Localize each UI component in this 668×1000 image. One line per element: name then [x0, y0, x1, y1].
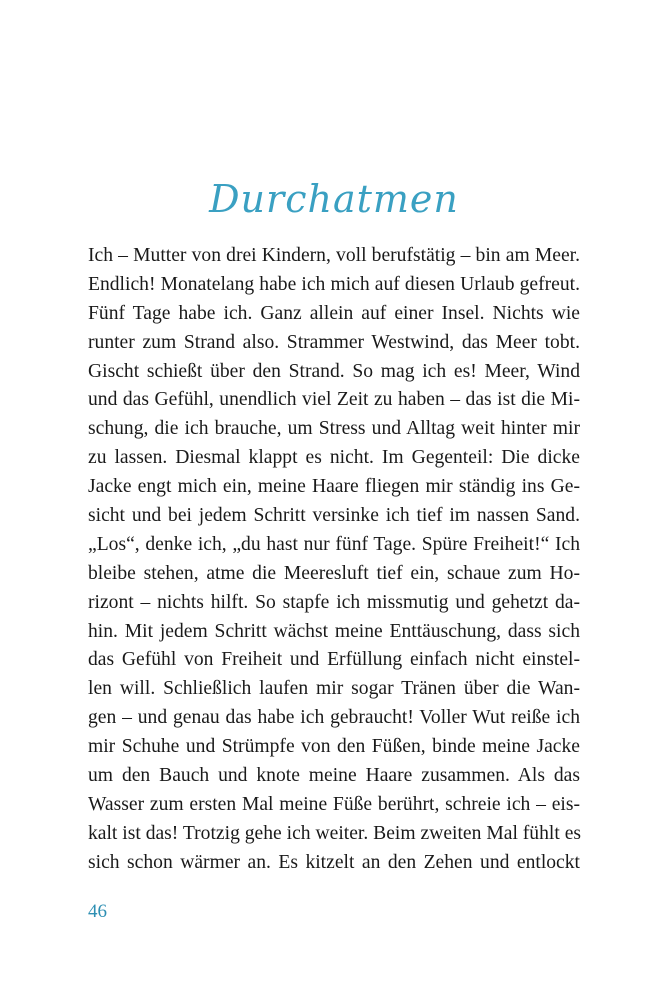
text-line: zu lassen. Diesmal klappt es nicht. Im Gegenteil: Die dicke [88, 447, 580, 469]
text-line: Fünf Tage habe ich. Ganz allein auf einer Insel. Nichts wie [88, 302, 580, 324]
text-line: „Los“, denke ich, „du hast nur fünf Tage. Spüre Freiheit!“ Ich [88, 533, 580, 555]
text-line: sich schon wärmer an. Es kitzelt an den Zehen und entlockt [88, 851, 580, 873]
text-line: das Gefühl von Freiheit und Erfüllung einfach nicht einstel- [88, 649, 580, 671]
body-text [88, 242, 580, 878]
text-line: schung, die ich brauche, um Stress und Alltag weit hinter mir [88, 418, 580, 440]
text-line: Jacke engt mich ein, meine Haare fliegen mir ständig ins Ge- [88, 476, 580, 498]
text-line: gen – und genau das habe ich gebraucht! Voller Wut reiße ich [88, 707, 580, 729]
text-line: len will. Schließlich laufen mir sogar Tränen über die Wan- [88, 678, 580, 700]
text-line: Ich – Mutter von drei Kindern, voll berufstätig – bin am Meer. [88, 245, 580, 266]
page-number: 46 [88, 901, 107, 922]
text-line: runter zum Strand also. Strammer Westwind, das Meer tobt. [88, 331, 580, 353]
text-line: und das Gefühl, unendlich viel Zeit zu haben – das ist die Mi- [88, 389, 580, 411]
text-line: kalt ist das! Trotzig gehe ich weiter. Beim zweiten Mal fühlt es [88, 822, 582, 844]
text-line: bleibe stehen, atme die Meeresluft tief ein, schaue zum Ho- [88, 562, 580, 584]
chapter-title-text: Durchatmen [209, 177, 459, 221]
text-line: Wasser zum ersten Mal meine Füße berührt, schreie ich – eis- [88, 793, 580, 815]
text-line: hin. Mit jedem Schritt wächst meine Enttäuschung, dass sich [88, 620, 580, 642]
text-line: Gischt schießt über den Strand. So mag ich es! Meer, Wind [88, 360, 580, 382]
text-line: um den Bauch und knote meine Haare zusammen. Als das [88, 765, 580, 787]
text-line: mir Schuhe und Strümpfe von den Füßen, binde meine Jacke [88, 736, 580, 758]
text-line: sicht und bei jedem Schritt versinke ich tief im nassen Sand. [88, 505, 580, 527]
chapter-title-script [0, 168, 668, 232]
chapter-title [0, 168, 668, 232]
text-line: Endlich! Monatelang habe ich mich auf diesen Urlaub gefreut. [88, 273, 580, 295]
text-line: rizont – nichts hilft. So stapfe ich missmutig und gehetzt da- [88, 591, 580, 613]
